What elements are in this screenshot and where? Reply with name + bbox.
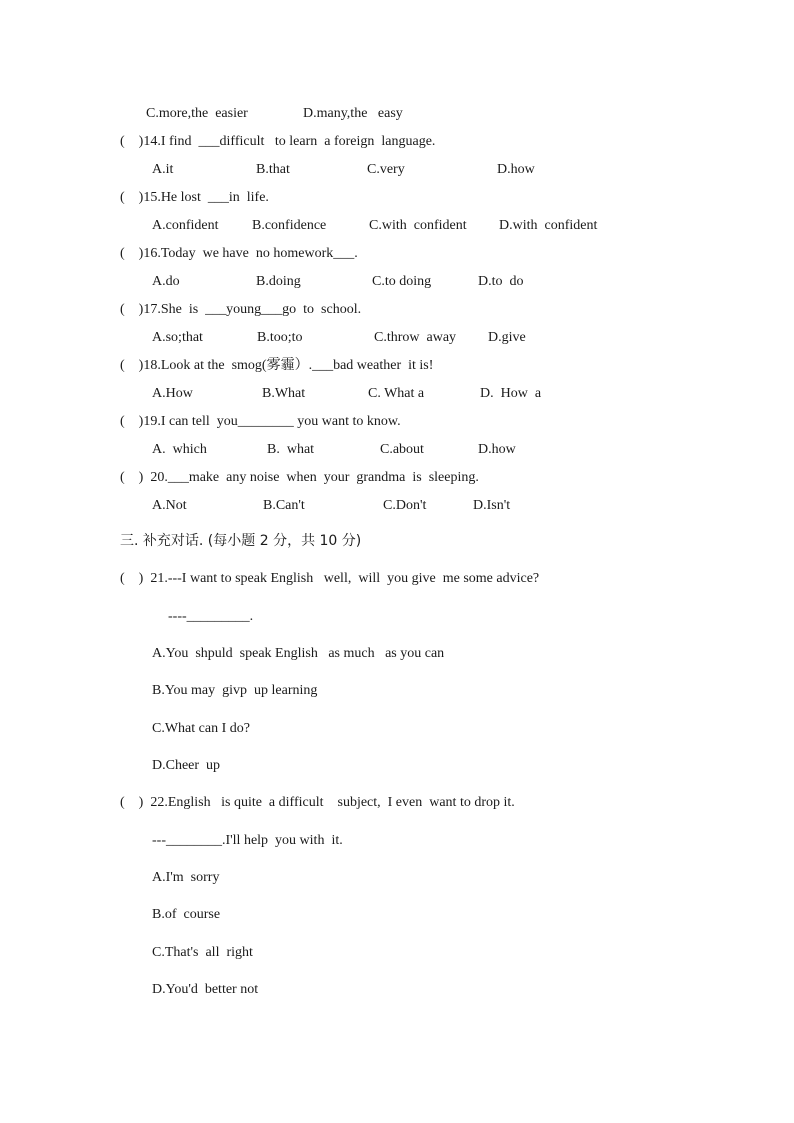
q19-option-b: B. what <box>267 442 315 457</box>
q14-option-c: C.very <box>367 162 405 177</box>
question-16: ( )16.Today we have no homework___. <box>120 246 358 261</box>
q14-option-d: D.how <box>497 162 535 177</box>
q19-option-c: C.about <box>380 442 424 457</box>
q15-option-c: C.with confident <box>369 218 467 233</box>
q18-option-b: B.What <box>262 386 306 401</box>
q13-option-d: D.many,the easy <box>303 106 403 121</box>
question-15: ( )15.He lost ___in life. <box>120 190 269 205</box>
question-22: ( ) 22.English is quite a difficult subject, I even want to drop it. <box>120 795 515 810</box>
q20-option-b: B.Can't <box>263 498 305 513</box>
q18-option-c: C. What a <box>368 386 425 401</box>
q22-blank: ---________.I'll help you with it. <box>152 833 343 848</box>
q18-option-a: A.How <box>152 386 193 401</box>
q22-option-a: A.I'm sorry <box>152 870 220 885</box>
q15-option-d: D.with confident <box>499 218 598 233</box>
q20-option-c: C.Don't <box>383 498 427 513</box>
q22-option-c: C.That's all right <box>152 945 253 960</box>
q16-option-a: A.do <box>152 274 180 289</box>
q21-option-b: B.You may givp up learning <box>152 683 318 698</box>
q21-option-c: C.What can I do? <box>152 721 250 736</box>
q21-option-a: A.You shpuld speak English as much as you can <box>152 646 445 661</box>
q22-option-d: D.You'd better not <box>152 982 259 997</box>
q16-option-c: C.to doing <box>372 274 432 289</box>
q15-option-a: A.confident <box>152 218 219 233</box>
q16-option-d: D.to do <box>478 274 524 289</box>
section-title: 三. 补充对话. (每小题 2 分，共 10 分) <box>120 533 362 549</box>
q19-option-d: D.how <box>478 442 516 457</box>
q17-option-d: D.give <box>488 330 526 345</box>
q17-option-c: C.throw away <box>374 330 457 345</box>
question-20: ( ) 20.___make any noise when your grandma is sleeping. <box>120 470 479 485</box>
q20-option-d: D.Isn't <box>473 498 511 513</box>
q14-option-a: A.it <box>152 162 174 177</box>
question-18: ( )18.Look at the smog(雾霾）.___bad weather it is! <box>120 358 434 373</box>
q17-option-b: B.too;to <box>257 330 303 345</box>
q17-option-a: A.so;that <box>152 330 203 345</box>
q15-option-b: B.confidence <box>252 218 327 233</box>
q14-option-b: B.that <box>256 162 290 177</box>
question-14: ( )14.I find ___difficult to learn a foreign language. <box>120 134 436 149</box>
question-21: ( ) 21.---I want to speak English well, will you give me some advice? <box>120 571 540 586</box>
q13-option-c: C.more,the easier <box>146 106 248 121</box>
question-17: ( )17.She is ___young___go to school. <box>120 302 362 317</box>
question-19: ( )19.I can tell you________ you want to know. <box>120 414 401 429</box>
q21-option-d: D.Cheer up <box>152 758 221 773</box>
q20-option-a: A.Not <box>152 498 187 513</box>
q16-option-b: B.doing <box>256 274 301 289</box>
q21-blank: ----_________. <box>168 609 254 624</box>
q18-option-d: D. How a <box>480 386 542 401</box>
q19-option-a: A. which <box>152 442 207 457</box>
q22-option-b: B.of course <box>152 907 221 922</box>
